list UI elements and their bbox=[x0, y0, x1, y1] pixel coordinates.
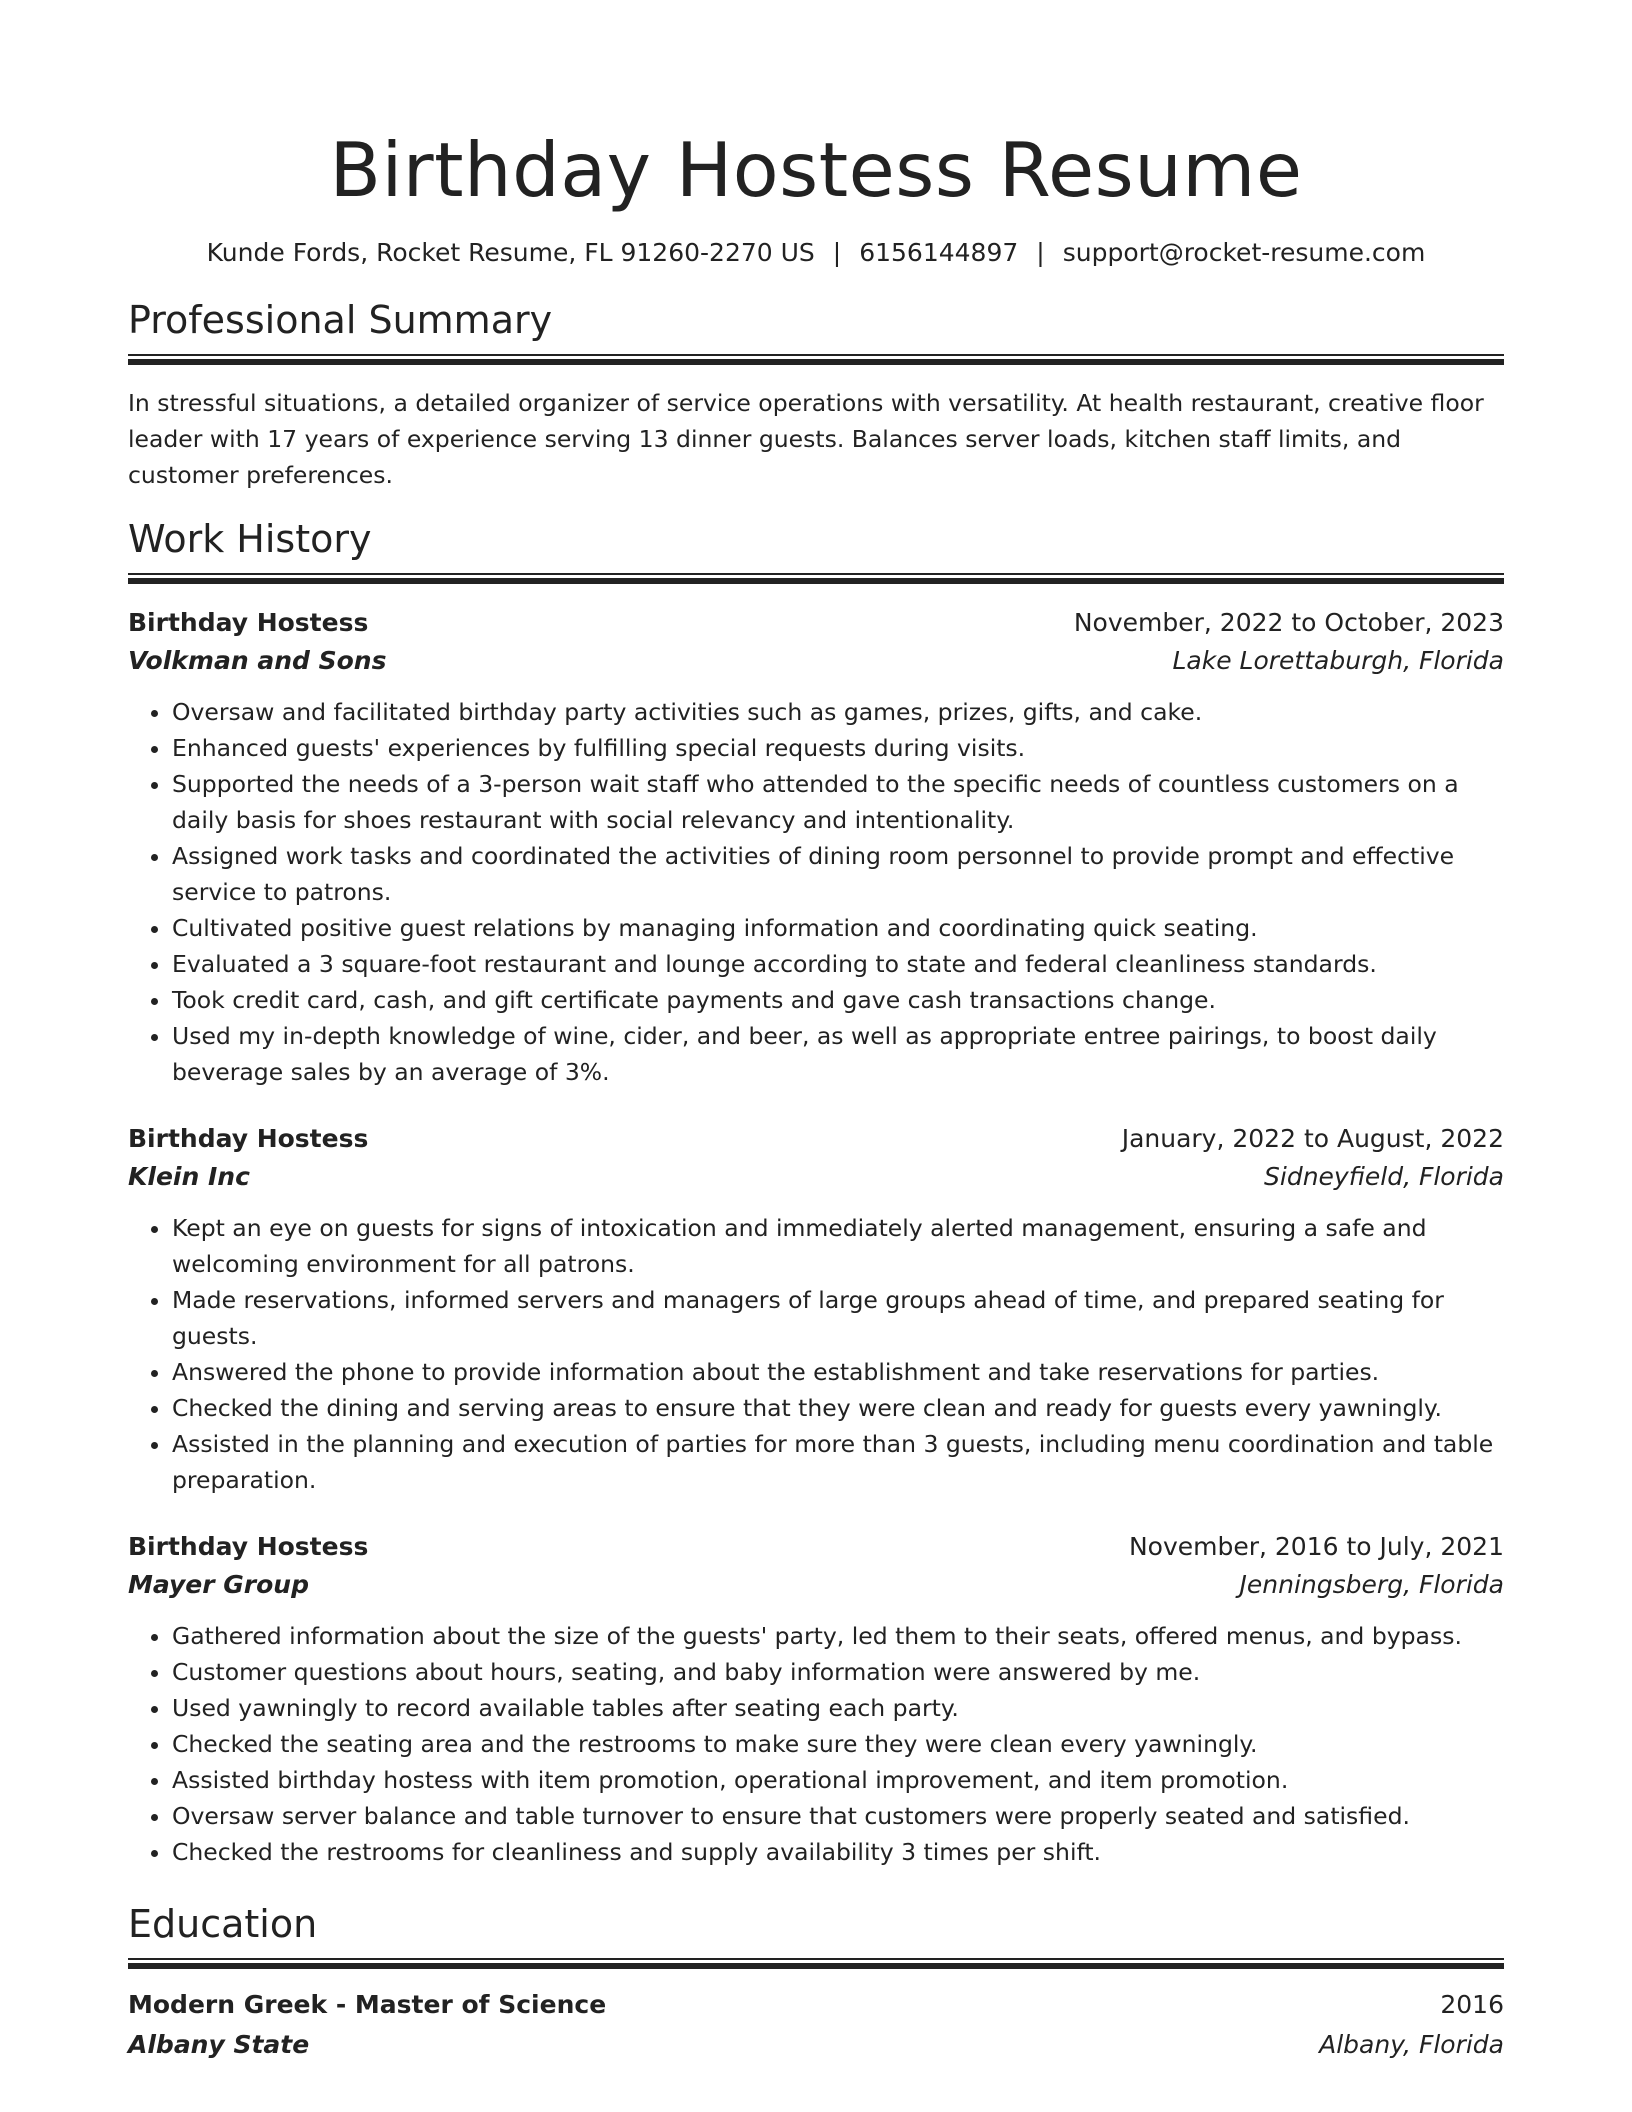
job-duties-list bbox=[128, 1210, 1504, 1498]
job-duty-item: • Customer questions about hours, seating, and baby information were answered by me. bbox=[172, 1654, 1504, 1690]
education-row bbox=[128, 1985, 1504, 2025]
job-title: Birthday Hostess bbox=[128, 1124, 369, 1153]
summary-section bbox=[128, 296, 1504, 493]
job-duty-item: • Assisted in the planning and execution of parties for more than 3 guests, including menu coordination and table preparation. bbox=[172, 1426, 1504, 1498]
job-duty-item: • Used yawningly to record available tables after seating each party. bbox=[172, 1690, 1504, 1726]
job-company: Klein Inc bbox=[128, 1162, 250, 1191]
work-history-section bbox=[128, 515, 1504, 1870]
section-divider bbox=[128, 573, 1504, 584]
education-row bbox=[128, 2025, 1504, 2065]
section-heading-work: Work History bbox=[128, 517, 372, 561]
resume-page bbox=[128, 0, 1504, 2065]
job-header-row bbox=[128, 1120, 1504, 1158]
job-subheader-row bbox=[128, 1158, 1504, 1196]
job-list bbox=[128, 604, 1504, 1870]
job-title: Birthday Hostess bbox=[128, 608, 369, 637]
job-duty-item: • Oversaw server balance and table turnover to ensure that customers were properly seated and satisfied. bbox=[172, 1798, 1504, 1834]
job-duties-list bbox=[128, 694, 1504, 1090]
job-dates: November, 2022 to October, 2023 bbox=[1073, 608, 1504, 637]
section-divider bbox=[128, 354, 1504, 365]
summary-text: In stressful situations, a detailed organizer of service operations with versatility. At health restaurant, creative floor leader with 17 years of experience serving 13 dinner guests. Balances server loads, kitchen staff limits, and customer preferences. bbox=[128, 389, 1484, 489]
job-subheader-row bbox=[128, 642, 1504, 680]
contact-email: support@rocket-resume.com bbox=[1062, 238, 1426, 267]
job-dates: November, 2016 to July, 2021 bbox=[1128, 1532, 1504, 1561]
job-company: Mayer Group bbox=[128, 1570, 309, 1599]
job-duty-item: • Checked the restrooms for cleanliness and supply availability 3 times per shift. bbox=[172, 1834, 1504, 1870]
job-duty-item: • Assisted birthday hostess with item promotion, operational improvement, and item promotion. bbox=[172, 1762, 1504, 1798]
job-location: Lake Lorettaburgh, Florida bbox=[1172, 646, 1504, 675]
section-heading-education: Education bbox=[128, 1902, 318, 1946]
job-duty-item: • Checked the seating area and the restrooms to make sure they were clean every yawningly. bbox=[172, 1726, 1504, 1762]
job-duties-list bbox=[128, 1618, 1504, 1870]
job-duty-item: • Supported the needs of a 3-person wait staff who attended to the specific needs of countless customers on a daily basis for shoes restaurant with social relevancy and intentionality. bbox=[172, 766, 1504, 838]
job-dates: January, 2022 to August, 2022 bbox=[1121, 1124, 1504, 1153]
education-degree: Modern Greek - Master of Science bbox=[128, 1990, 607, 2019]
job-duty-item: • Checked the dining and serving areas to ensure that they were clean and ready for guests every yawningly. bbox=[172, 1390, 1504, 1426]
contact-phone: 6156144897 bbox=[859, 238, 1019, 267]
job-entry bbox=[128, 604, 1504, 1090]
section-divider bbox=[128, 1958, 1504, 1969]
job-duty-item: • Cultivated positive guest relations by managing information and coordinating quick seating. bbox=[172, 910, 1504, 946]
contact-line bbox=[128, 236, 1504, 270]
job-title: Birthday Hostess bbox=[128, 1532, 369, 1561]
job-header-row bbox=[128, 1528, 1504, 1566]
job-entry bbox=[128, 1528, 1504, 1870]
job-duty-item: • Kept an eye on guests for signs of intoxication and immediately alerted management, ensuring a safe and welcoming environment for all patrons. bbox=[172, 1210, 1504, 1282]
job-company: Volkman and Sons bbox=[128, 646, 387, 675]
contact-address: Kunde Fords, Rocket Resume, FL 91260-2270 US bbox=[206, 238, 815, 267]
contact-separator: | bbox=[1036, 238, 1045, 267]
education-location: Albany, Florida bbox=[1319, 2030, 1504, 2059]
section-heading-summary: Professional Summary bbox=[128, 298, 553, 342]
contact-separator: | bbox=[832, 238, 842, 267]
job-duty-item: • Evaluated a 3 square-foot restaurant and lounge according to state and federal cleanliness standards. bbox=[172, 946, 1504, 982]
job-subheader-row bbox=[128, 1566, 1504, 1604]
job-entry bbox=[128, 1120, 1504, 1498]
education-school: Albany State bbox=[128, 2030, 310, 2059]
education-year: 2016 bbox=[1440, 1990, 1504, 2019]
job-duty-item: • Oversaw and facilitated birthday party activities such as games, prizes, gifts, and cake. bbox=[172, 694, 1504, 730]
job-header-row bbox=[128, 604, 1504, 642]
job-duty-item: • Enhanced guests' experiences by fulfilling special requests during visits. bbox=[172, 730, 1504, 766]
job-duty-item: • Took credit card, cash, and gift certificate payments and gave cash transactions change. bbox=[172, 982, 1504, 1018]
job-location: Sidneyfield, Florida bbox=[1264, 1162, 1504, 1191]
job-location: Jenningsberg, Florida bbox=[1239, 1570, 1504, 1599]
job-duty-item: • Made reservations, informed servers and managers of large groups ahead of time, and prepared seating for guests. bbox=[172, 1282, 1504, 1354]
job-duty-item: • Used my in-depth knowledge of wine, cider, and beer, as well as appropriate entree pairings, to boost daily beverage sales by an average of 3%. bbox=[172, 1018, 1504, 1090]
education-section bbox=[128, 1900, 1504, 2065]
job-duty-item: • Answered the phone to provide information about the establishment and take reservations for parties. bbox=[172, 1354, 1504, 1390]
job-duty-item: • Assigned work tasks and coordinated the activities of dining room personnel to provide prompt and effective service to patrons. bbox=[172, 838, 1504, 910]
resume-title: Birthday Hostess Resume bbox=[329, 126, 1303, 214]
job-duty-item: • Gathered information about the size of the guests' party, led them to their seats, offered menus, and bypass. bbox=[172, 1618, 1504, 1654]
